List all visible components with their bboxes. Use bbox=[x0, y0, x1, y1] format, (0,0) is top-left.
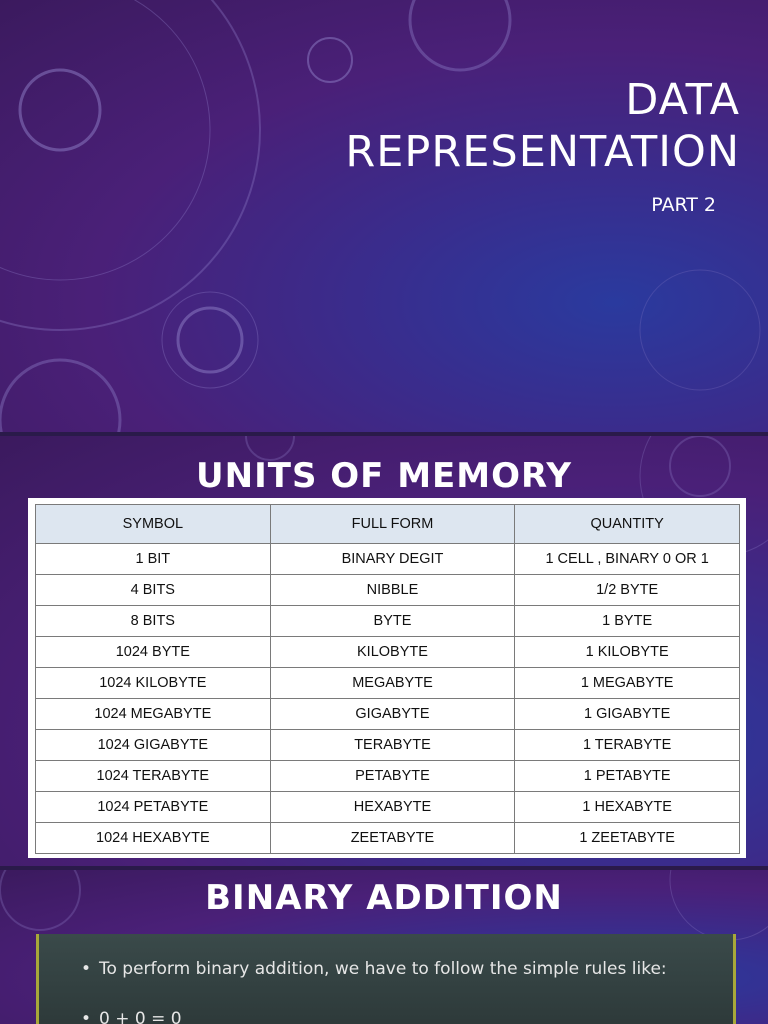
table-cell: 1024 PETABYTE bbox=[36, 792, 271, 823]
table-row bbox=[36, 637, 740, 668]
slide-subtitle: PART 2 bbox=[651, 194, 716, 216]
table-cell: 8 BITS bbox=[36, 606, 271, 637]
table-row bbox=[36, 668, 740, 699]
list-item-text: To perform binary addition, we have to follow the simple rules like: bbox=[99, 959, 667, 979]
table-cell: 1024 GIGABYTE bbox=[36, 730, 271, 761]
table-cell: 1024 HEXABYTE bbox=[36, 823, 271, 854]
table-cell: 1 BYTE bbox=[515, 606, 740, 637]
table-row bbox=[36, 606, 740, 637]
table-cell: 1 TERABYTE bbox=[515, 730, 740, 761]
list-item bbox=[81, 1008, 182, 1024]
binary-addition-heading: BINARY ADDITION bbox=[205, 878, 563, 918]
column-header: SYMBOL bbox=[36, 505, 271, 544]
table-cell: 1 KILOBYTE bbox=[515, 637, 740, 668]
table-cell: 1 HEXABYTE bbox=[515, 792, 740, 823]
column-header: QUANTITY bbox=[515, 505, 740, 544]
memory-units-table bbox=[35, 504, 740, 854]
table-cell: BYTE bbox=[270, 606, 515, 637]
table-cell: BINARY DEGIT bbox=[270, 544, 515, 575]
memory-units-table-frame bbox=[28, 498, 746, 858]
table-cell: GIGABYTE bbox=[270, 699, 515, 730]
table-cell: PETABYTE bbox=[270, 761, 515, 792]
bullet-icon: • bbox=[81, 959, 92, 979]
table-cell: 1024 MEGABYTE bbox=[36, 699, 271, 730]
table-row bbox=[36, 823, 740, 854]
table-cell: 4 BITS bbox=[36, 575, 271, 606]
table-cell: 1 PETABYTE bbox=[515, 761, 740, 792]
table-row bbox=[36, 761, 740, 792]
table-row bbox=[36, 575, 740, 606]
table-cell: TERABYTE bbox=[270, 730, 515, 761]
list-item bbox=[81, 958, 699, 980]
bullet-icon: • bbox=[81, 1009, 92, 1024]
units-of-memory-slide bbox=[0, 436, 768, 866]
table-row bbox=[36, 792, 740, 823]
table-cell: 1024 BYTE bbox=[36, 637, 271, 668]
binary-addition-slide bbox=[0, 870, 768, 1024]
dial-decoration-icon bbox=[0, 0, 768, 432]
table-cell: 1 BIT bbox=[36, 544, 271, 575]
table-cell: 1 GIGABYTE bbox=[515, 699, 740, 730]
table-cell: 1 ZEETABYTE bbox=[515, 823, 740, 854]
title-line-2: REPRESENTATION bbox=[345, 127, 740, 177]
table-cell: 1 CELL , BINARY 0 OR 1 bbox=[515, 544, 740, 575]
table-cell: MEGABYTE bbox=[270, 668, 515, 699]
units-heading: UNITS OF MEMORY bbox=[196, 456, 572, 496]
table-row bbox=[36, 730, 740, 761]
table-cell: HEXABYTE bbox=[270, 792, 515, 823]
list-item-text: 0 + 0 = 0 bbox=[99, 1009, 182, 1024]
slide-title bbox=[345, 74, 740, 178]
table-row bbox=[36, 544, 740, 575]
table-row bbox=[36, 699, 740, 730]
title-slide bbox=[0, 0, 768, 432]
table-cell: NIBBLE bbox=[270, 575, 515, 606]
table-cell: 1 MEGABYTE bbox=[515, 668, 740, 699]
column-header: FULL FORM bbox=[270, 505, 515, 544]
table-cell: 1024 KILOBYTE bbox=[36, 668, 271, 699]
table-cell: 1/2 BYTE bbox=[515, 575, 740, 606]
table-cell: KILOBYTE bbox=[270, 637, 515, 668]
table-header-row bbox=[36, 505, 740, 544]
rules-panel bbox=[36, 934, 736, 1024]
table-cell: ZEETABYTE bbox=[270, 823, 515, 854]
table-cell: 1024 TERABYTE bbox=[36, 761, 271, 792]
title-line-1: DATA bbox=[625, 75, 740, 125]
